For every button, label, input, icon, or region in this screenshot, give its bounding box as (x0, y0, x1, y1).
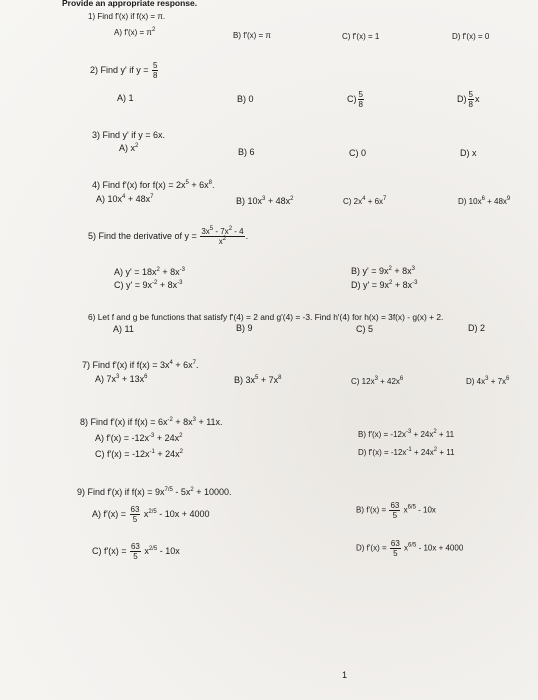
q2-option-c: C) $\frac{5}{8}$ (347, 90, 363, 109)
q5-option-b: B) $y' = 9x^2 + 8x^3$ (351, 266, 415, 276)
q7-option-a: A) $7x^3 + 13x^6$ (95, 374, 148, 384)
q9-option-c: C) f'(x) = $\frac{63}{5}$ $x^{2/5} - 10x$ (92, 542, 180, 561)
q6-option-c: C) 5 (356, 324, 374, 334)
q7-prompt: 7) Find f'(x) if $f(x) = 3x^4 + 6x^7$. (82, 360, 199, 370)
q9-prompt: 9) Find f'(x) if $f(x) = 9x^{7/5} - 5x^2 + 10000$. (77, 487, 232, 497)
q9-option-a: A) f'(x) = $\frac{63}{5}$ $x^{2/5} - 10x + 4000$ (92, 505, 210, 524)
q2-option-d: D) $\frac{5}{8}$ x (457, 90, 480, 109)
q4-option-c: C) $2x^4 + 6x^7$ (343, 196, 387, 206)
q3-prompt: 3) Find y' if y = 6x. (92, 130, 165, 140)
q2-prompt: 2) Find y' if y = $\frac{5}{8}$ (90, 61, 158, 80)
q1-option-c: C) f'(x) = 1 (342, 32, 380, 41)
q4-prompt: 4) Find f'(x) for $f(x) = 2x^5 + 6x^8$. (92, 180, 215, 190)
q1-prompt: 1) Find f'(x) if f(x) = π. (88, 12, 166, 21)
q8-option-a: A) $f'(x) = -12x^{-3} + 24x^2$ (95, 433, 183, 443)
q4-option-b: B) $10x^3 + 48x^2$ (236, 196, 294, 206)
q8-option-d: D) $f'(x) = -12x^{-1} + 24x^2 + 11$ (358, 447, 455, 457)
q4-option-d: D) $10x^6 + 48x^9$ (458, 196, 511, 206)
q6-option-b: B) 9 (236, 323, 253, 333)
q7-option-c: C) $12x^3 + 42x^6$ (351, 376, 404, 386)
q1-option-a: A) $f'(x) = \pi^2$ (114, 27, 156, 37)
q8-prompt: 8) Find f'(x) if $f(x) = 6x^{-2} + 8x^3 + 11x$. (80, 417, 223, 427)
q2-option-b: B) 0 (237, 94, 254, 104)
q6-prompt: 6) Let f and g be functions that satisfy f'(4) = 2 and g'(4) = -3. Find h'(4) for h(x) = 3f(x) - g(x) + 2. (88, 312, 444, 322)
q3-option-a: A) $x^2$ (119, 143, 139, 153)
q5-prompt: 5) Find the derivative of y = $\frac{3x^5 - 7x^2 - 4}{x^2}$ . (88, 226, 249, 246)
q2-option-a: A) 1 (117, 93, 134, 103)
q1-option-b: B) f'(x) = π (233, 31, 271, 40)
q5-option-a: A) $y' = 18x^2 + 8x^{-3}$ (114, 267, 185, 277)
q9-option-d: D) f'(x) = $\frac{63}{5}$ $x^{6/5} - 10x + 4000$ (356, 539, 464, 558)
q1-option-d: D) f'(x) = 0 (452, 32, 490, 41)
q7-option-d: D) $4x^3 + 7x^6$ (466, 376, 510, 386)
q3-option-b: B) 6 (238, 147, 255, 157)
q7-option-b: B) $3x^5 + 7x^8$ (234, 375, 282, 385)
q3-option-c: C) 0 (349, 148, 367, 158)
q5-option-d: D) $y' = 9x^2 + 8x^{-3}$ (351, 280, 418, 290)
section-header: Provide an appropriate response. (62, 0, 198, 8)
q3-option-d: D) x (460, 148, 477, 158)
q6-option-d: D) 2 (468, 323, 486, 333)
q9-option-b: B) f'(x) = $\frac{63}{5}$ $x^{6/5} - 10x$ (356, 501, 436, 520)
q6-option-a: A) 11 (113, 324, 134, 334)
q8-option-b: B) $f'(x) = -12x^{-3} + 24x^2 + 11$ (358, 429, 455, 439)
q8-option-c: C) $f'(x) = -12x^{-1} + 24x^2$ (95, 449, 183, 459)
q5-option-c: C) $y' = 9x^{-2} + 8x^{-3}$ (114, 280, 183, 290)
page-number: 1 (342, 670, 348, 680)
q4-option-a: A) $10x^4 + 48x^7$ (96, 194, 154, 204)
